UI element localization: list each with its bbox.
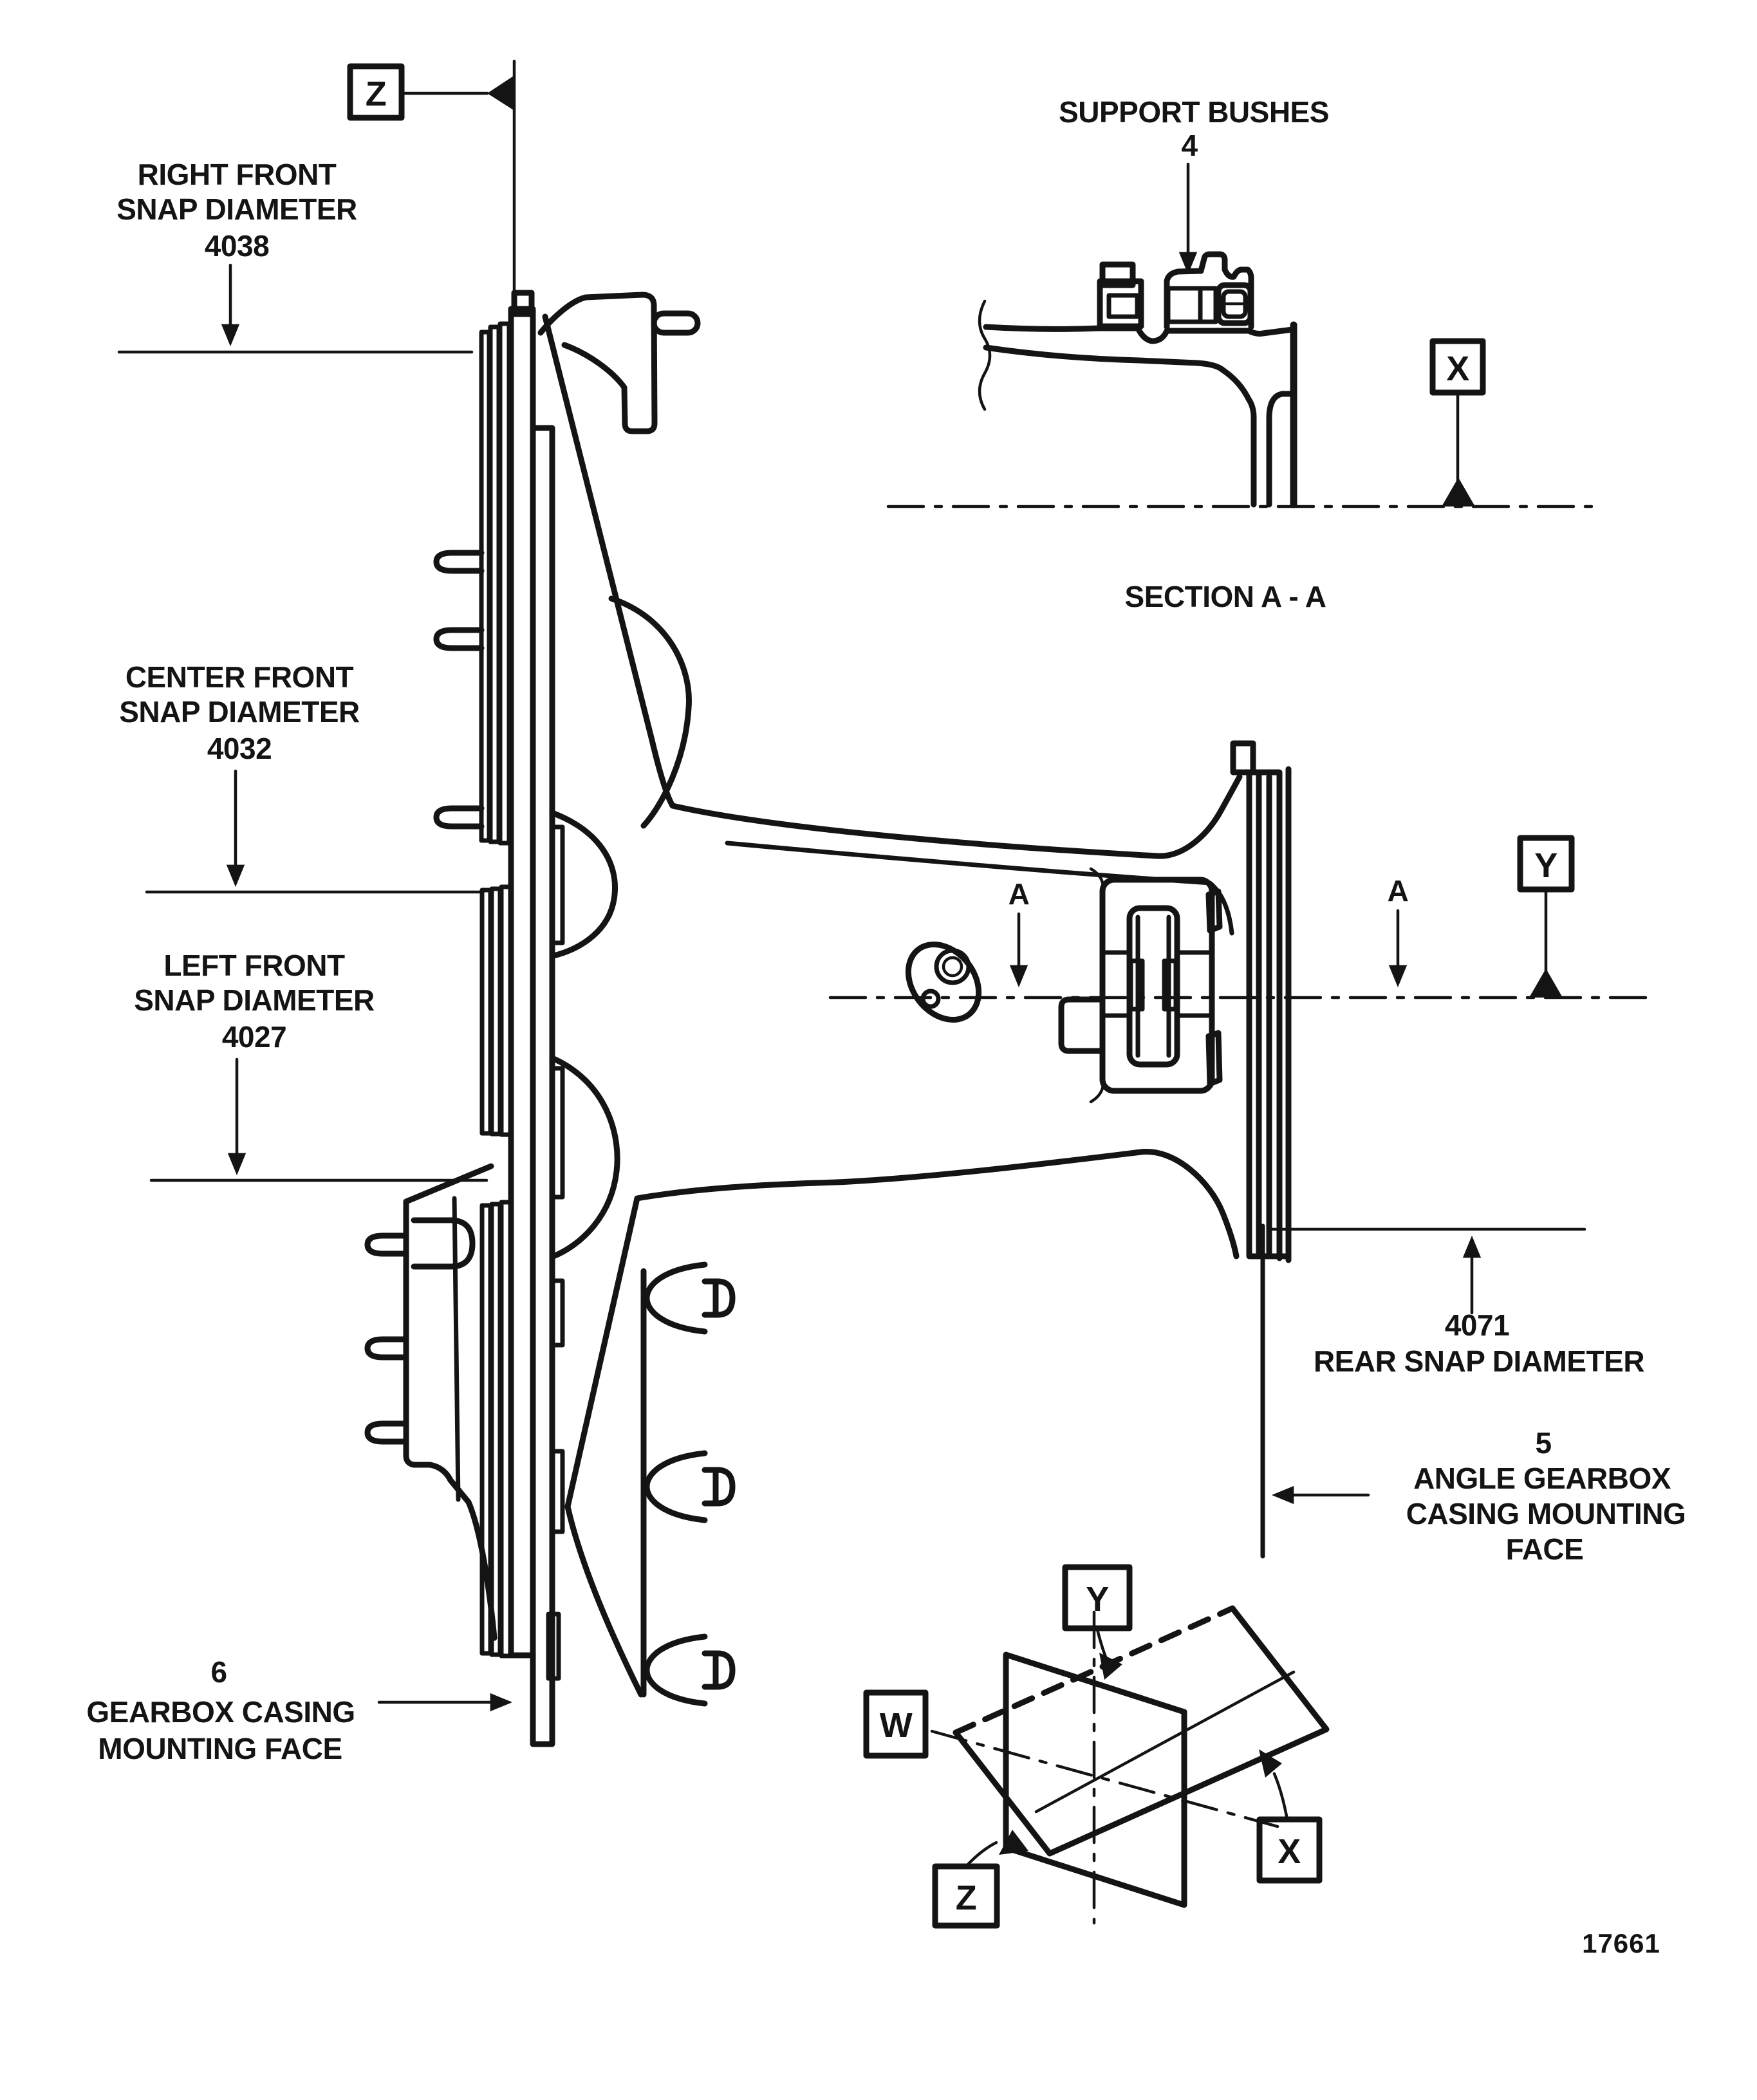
front-flange-plates	[481, 293, 562, 1744]
front-flange-studs-left	[436, 553, 481, 826]
datum-y-triangle-icon	[1529, 969, 1563, 998]
section-cut-a-left: A	[1008, 877, 1030, 911]
left-front-snap-diameter-callout	[134, 949, 487, 1180]
gearbox-front-plate	[511, 309, 533, 1655]
figure-number: 17661	[1582, 1928, 1660, 1958]
datum-x-triangle-icon	[1442, 478, 1475, 506]
angle-face-number: 5	[1535, 1426, 1552, 1460]
right-front-code: 4038	[204, 229, 270, 263]
datum-planes-diagram	[866, 1567, 1326, 1926]
angle-face-line2: CASING MOUNTING	[1406, 1497, 1686, 1530]
datum-plane-x	[1259, 1749, 1319, 1881]
support-bushes-number: 4	[1181, 129, 1198, 162]
angle-face-line1: ANGLE GEARBOX	[1413, 1462, 1671, 1495]
left-front-line1: LEFT FRONT	[163, 949, 345, 982]
left-front-code: 4027	[221, 1020, 287, 1054]
rear-facing-studs	[644, 1265, 732, 1704]
angle-face-line3: FACE	[1505, 1532, 1584, 1566]
right-front-snap-diameter-callout	[116, 158, 472, 352]
oval-boss	[894, 931, 993, 1034]
gearbox-face-line2: MOUNTING FACE	[98, 1732, 342, 1765]
angle-gearbox-face-callout	[1263, 1226, 1686, 1566]
left-front-line2: SNAP DIAMETER	[134, 983, 375, 1017]
datum-plane-y	[1065, 1567, 1130, 1680]
left-bearing-unit	[1100, 265, 1141, 326]
top-stud	[654, 313, 698, 333]
section-aa-view	[888, 95, 1596, 613]
datum-y-flag	[1520, 838, 1572, 998]
support-leg	[1269, 394, 1292, 505]
axis-diagonal	[1036, 1672, 1294, 1812]
rear-hub-flange	[1209, 743, 1288, 1260]
center-front-snap-diameter-callout	[119, 660, 482, 892]
datum-plane-w	[866, 1693, 925, 1756]
break-line-icon	[980, 301, 990, 409]
datum-x-plane-label: X	[1278, 1832, 1301, 1871]
section-title: SECTION A - A	[1124, 580, 1326, 613]
right-front-line2: SNAP DIAMETER	[116, 192, 357, 226]
rear-snap-diameter-callout	[1271, 1229, 1644, 1378]
arm-bottom-edge	[986, 348, 1254, 505]
gearbox-face-number: 6	[210, 1655, 227, 1689]
right-front-line1: RIGHT FRONT	[137, 158, 337, 191]
datum-z-plane-leader	[966, 1843, 996, 1866]
datum-w-plane-label: W	[879, 1706, 913, 1745]
section-cut-a-right: A	[1387, 874, 1409, 907]
arm-top-edge	[986, 327, 1100, 329]
bell-bottom-edge	[568, 1152, 1236, 1695]
center-front-line2: SNAP DIAMETER	[119, 695, 360, 729]
rear-code: 4071	[1444, 1308, 1510, 1342]
coupling-detail	[1061, 869, 1212, 1102]
datum-x-label: X	[1446, 349, 1469, 388]
center-front-line1: CENTER FRONT	[125, 660, 354, 694]
datum-x-plane-leader	[1274, 1774, 1287, 1819]
support-bushes-label: SUPPORT BUSHES	[1059, 95, 1329, 129]
top-bracket	[541, 295, 698, 431]
hub-top-tab	[1233, 743, 1253, 772]
lower-pad-bracket	[367, 1166, 494, 1638]
gearbox-mounting-face-plate	[533, 428, 552, 1744]
gearbox-face-callout	[86, 1655, 508, 1765]
axis-w	[932, 1731, 1278, 1826]
gearbox-face-line1: GEARBOX CASING	[86, 1695, 355, 1729]
datum-plane-z	[935, 1830, 1028, 1926]
main-view-gearbox-casing	[86, 61, 1686, 1765]
datum-z-label: Z	[365, 75, 387, 113]
datum-z-triangle-icon	[487, 75, 516, 111]
casing-top-surface	[1100, 328, 1292, 341]
right-bearing-unit	[1167, 254, 1251, 327]
rear-label: REAR SNAP DIAMETER	[1313, 1344, 1645, 1378]
center-front-code: 4032	[207, 732, 272, 765]
datum-x-flag	[1433, 341, 1483, 506]
datum-z-plane-label: Z	[955, 1879, 977, 1917]
datum-y-label: Y	[1534, 846, 1557, 885]
datum-y-plane-label: Y	[1086, 1580, 1109, 1619]
